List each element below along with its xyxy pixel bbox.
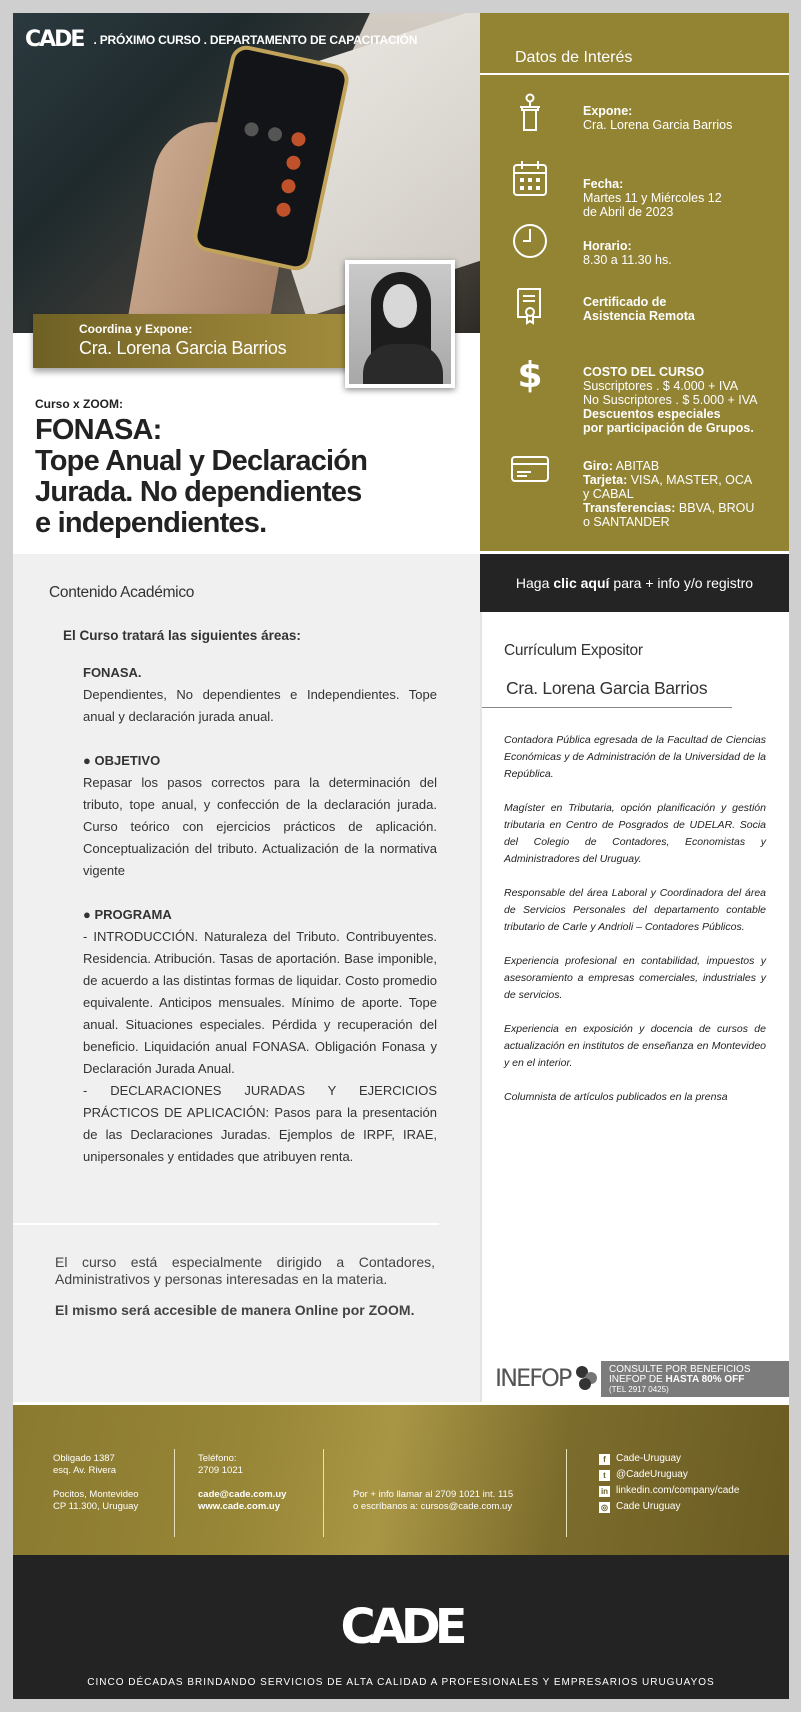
footer-info: Por + info llamar al 2709 1021 int. 115 o escríbanos a: cursos@cade.com.uy — [353, 1489, 514, 1512]
footer-phone-web: Teléfono: 2709 1021 cade@cade.com.uy www.cade.com.uy — [198, 1453, 287, 1512]
inefop-benefits-badge: CONSULTE POR BENEFICIOS INEFOP DE HASTA 80% OFF (TEL 2917 0425) — [601, 1361, 789, 1397]
course-title: FONASA: Tope Anual y Declaración Jurada. No dependientes e independientes. — [35, 414, 368, 539]
inefop-logo: INEFOP — [495, 1364, 598, 1392]
svg-text:$: $ — [517, 355, 543, 393]
academic-body: FONASA. Dependientes, No dependientes e Independientes. Tope anual y declaración jurada anual. ● OBJETIVO Repasar los pasos correctos para la determinación del tributo, tope anual, y confección de la declaración jurada. Curso teórico con ejercicios prácticos de aplicación. Conceptualización del tributo. Actualización de la normativa vigente ● PROGRAMA - INTRODUCCIÓN. Naturaleza del Tributo. Contribuyentes. Residencia. Atribución. Tasas de aportación. Base imponible, de acuerdo a las distintas formas de liquidar. Costo promedio equivalente. Anticipos mensuales. Mínimo de aporte. Tope anual. Situaciones especiales. Pérdida y recuperación del beneficio. Liquidación anual FONASA. Obligación Fonasa y Declaración Jurada Anual. - DECLARACIONES JURADAS Y EJERCICIOS PRÁCTICOS DE APLICACIÓN: Pasos para la presentación de las Declaraciones Juradas. Ejemplos de IRPF, IRAE, unipersonales y entidades que atribuyen renta. — [83, 665, 437, 1164]
clock-icon — [510, 221, 550, 261]
linkedin-icon: in — [600, 1486, 609, 1496]
card-icon — [510, 449, 550, 489]
footer-email-link[interactable]: cade@cade.com.uy — [198, 1489, 287, 1500]
coordinator-band — [33, 314, 361, 368]
course-title-block — [35, 397, 465, 539]
academic-content — [13, 554, 480, 1402]
flyer-page — [13, 13, 789, 1699]
audience-text: El curso está especialmente dirigido a Contadores, Administrativos y personas interesadas en la materia. — [55, 1254, 435, 1287]
podium-icon — [510, 93, 550, 133]
cv-heading: Currículum Expositor — [504, 642, 643, 659]
cade-logo: CADE — [25, 27, 84, 52]
dollar-icon — [510, 353, 550, 393]
inefop-mark-icon — [576, 1366, 598, 1390]
footer-web-link[interactable]: www.cade.com.uy — [198, 1501, 281, 1512]
areas-lead: El Curso tratará las siguientes áreas: — [63, 628, 301, 643]
social-facebook[interactable]: f Cade-Uruguay — [599, 1451, 739, 1467]
cv-name: Cra. Lorena Garcia Barrios — [506, 678, 708, 698]
footer-contact-band — [13, 1405, 789, 1555]
social-instagram[interactable]: ◎ Cade Uruguay — [601, 1501, 681, 1512]
instagram-icon: ◎ — [599, 1502, 610, 1513]
footer-brand-band — [13, 1555, 789, 1699]
header-tagline: . PRÓXIMO CURSO . DEPARTAMENTO DE CAPACITACIÓN — [93, 32, 418, 47]
coordinator-label: Coordina y Expone: — [79, 322, 193, 336]
header-bar — [25, 27, 417, 52]
calendar-icon — [510, 159, 550, 199]
cv-body: Contadora Pública egresada de la Facultad de Ciencias Económicas y de Administración de la Universidad de la República. Magíster en Tributaria, opción planificación y gestión tributaria en Centro de Posgrados de UDELAR. Socia del Colegio de Contadores, Economistas y Administradores del Uruguay. Responsable del área Laboral y Coordinadora del área de Servicios Personales del departamento contable tributario de Carle y Andrioli – Contadores Públicos. Experiencia profesional en contabilidad, impuestos y asesoramiento a empresas comerciales, industriales y de servicios. Experiencia en exposición y docencia de cursos de actualización en institutos de enseñanza en Montevideo y en el interior. Columnista de artículos publicados en la prensa — [504, 734, 766, 1103]
cv-panel — [480, 612, 789, 1402]
social-twitter[interactable]: t @CadeUruguay — [599, 1467, 739, 1483]
footer-tagline: CINCO DÉCADAS BRINDANDO SERVICIOS DE ALTA CALIDAD A PROFESIONALES Y EMPRESARIOS URUGUAYOS — [87, 1677, 715, 1688]
section-divider — [13, 1223, 439, 1225]
social-links — [599, 1451, 739, 1515]
certificate-icon — [510, 285, 550, 325]
info-divider — [480, 73, 789, 75]
cv-divider — [482, 707, 732, 708]
speaker-portrait — [345, 260, 455, 388]
info-heading: Datos de Interés — [515, 49, 633, 66]
online-notice: El mismo será accesible de manera Online por ZOOM. — [55, 1302, 415, 1318]
coordinator-name: Cra. Lorena Garcia Barrios — [79, 338, 287, 358]
cade-footer-logo: CADE — [340, 1599, 462, 1655]
academic-heading: Contenido Académico — [49, 584, 195, 601]
course-subtitle: Curso x ZOOM: — [35, 397, 124, 411]
social-linkedin[interactable]: in linkedin.com/company/cade — [600, 1485, 740, 1496]
info-panel: Datos de Interés Expone: Cra. Lorena Garcia Barrios Fecha: Martes 11 y Miércoles 12 de Abril de 2023 Horario: 8.30 a 11.30 hs. Certificado de Asistencia Remota $ COSTO DEL CURSO Suscriptores . $ 4.000 + IVA No Suscriptores . $ 5.000 + IVA Descuentos especiales por participación de Grupos. Giro: ABITAB Tarjeta: VISA, MASTER, OCA y CABAL Transferencias: BBVA, BROU o SANTANDER — [480, 13, 789, 551]
register-link-button[interactable]: Haga clic aquí para + info y/o registro — [480, 554, 789, 612]
footer-address: Obligado 1387 esq. Av. Rivera Pocitos, Montevideo CP 11.300, Uruguay — [53, 1453, 139, 1512]
facebook-icon: f — [599, 1454, 610, 1465]
twitter-icon: t — [599, 1470, 610, 1481]
